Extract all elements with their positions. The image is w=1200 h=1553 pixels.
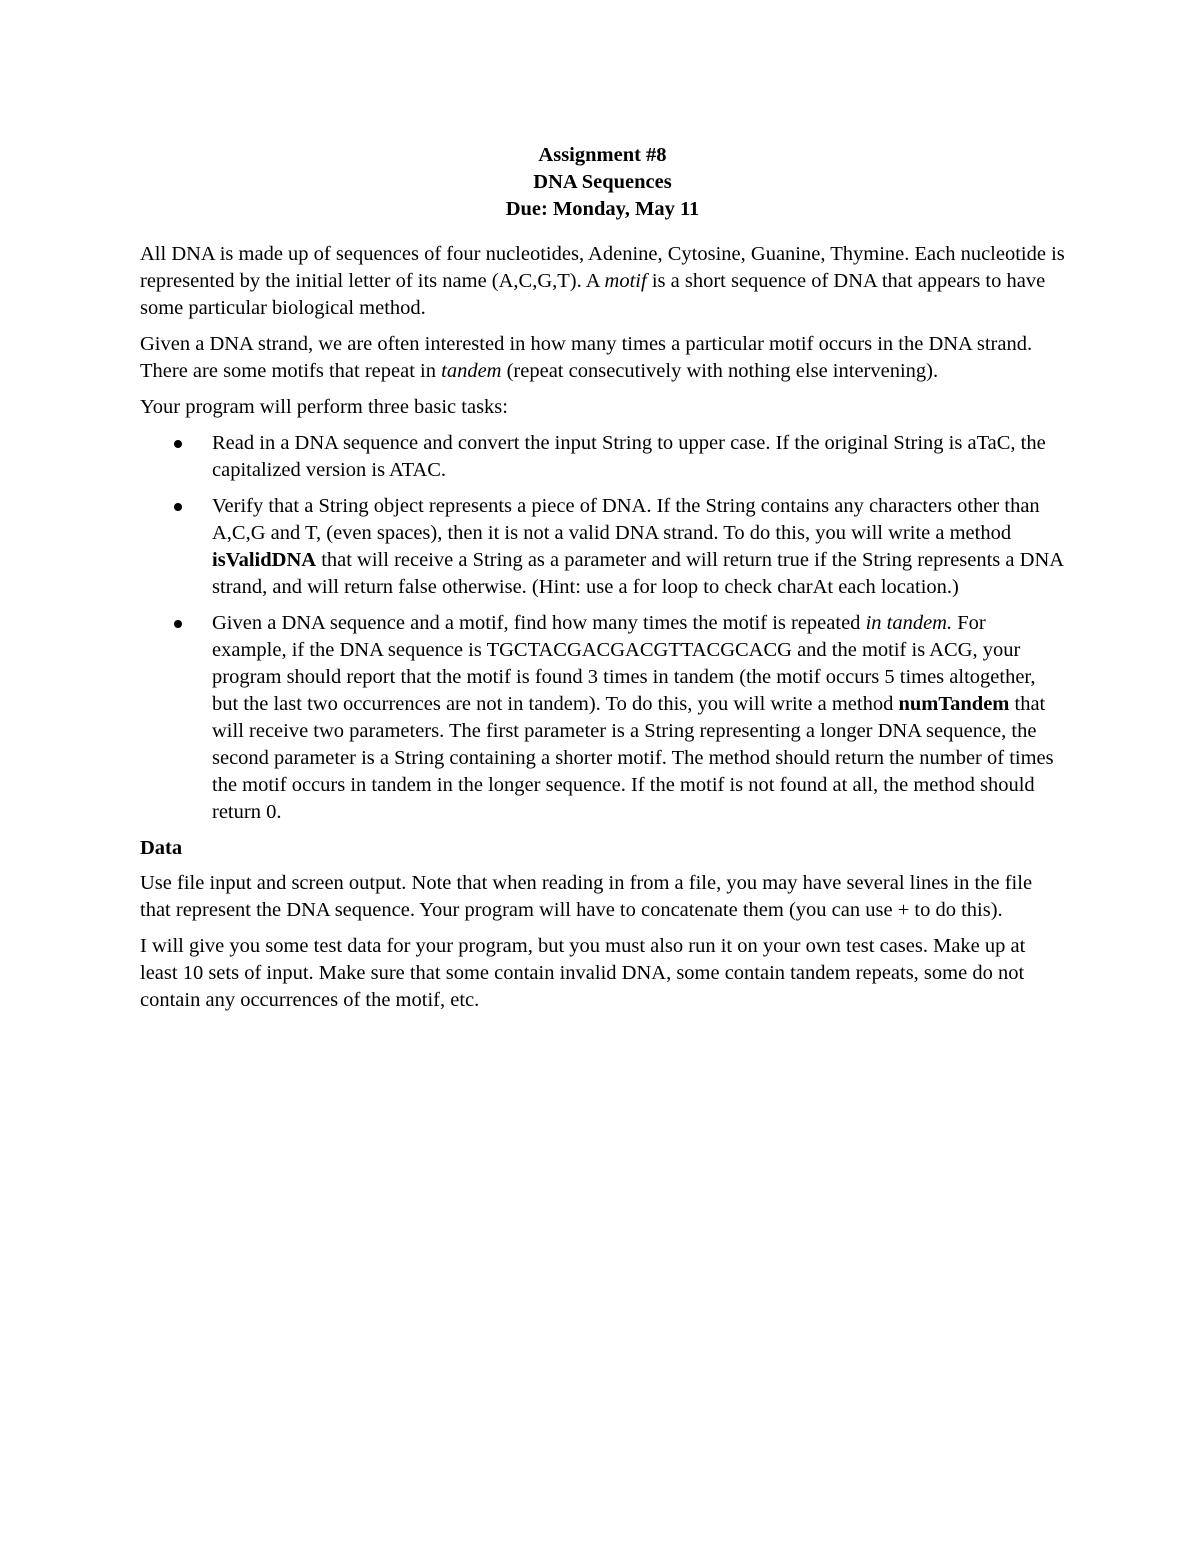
task-item-1 bbox=[212, 430, 1065, 484]
in-tandem-term: in tandem. bbox=[865, 612, 953, 634]
intro-paragraph-1 bbox=[140, 241, 1065, 322]
tasks-intro: Your program will perform three basic tasks: bbox=[140, 396, 508, 418]
assignment-number: Assignment #8 bbox=[538, 144, 667, 166]
intro-p2-text-b: (repeat consecutively with nothing else intervening). bbox=[501, 360, 939, 382]
task-3-text-c: that will receive two parameters. The first parameter is a String representing a longer DNA sequence, the second parameter is a String containing a shorter motif. The method should return the number of times the motif occurs in tandem in the longer sequence. If the motif is not found at all, the method should return 0. bbox=[212, 693, 1054, 823]
intro-p1-text-b: is a short sequence of DNA that appears to have some particular biological method. bbox=[140, 270, 1046, 319]
task-list bbox=[140, 430, 1065, 826]
task-2-text-b: that will receive a String as a parameter and will return true if the String represents a DNA strand, and will return false otherwise. (Hint: use a for loop to check charAt each location.) bbox=[212, 549, 1063, 598]
assignment-title: DNA Sequences bbox=[533, 171, 672, 193]
data-paragraph-2: I will give you some test data for your program, but you must also run it on your own test cases. Make up at least 10 sets of input. Make sure that some contain invalid DNA, some contain tandem repeats, some do not contain any occurrences of the motif, etc. bbox=[140, 935, 1026, 1011]
intro-p1-text-a: All DNA is made up of sequences of four nucleotides, Adenine, Cytosine, Guanine, Thymine. Each nucleotide is represented by the initial letter of its name (A,C,G,T). A bbox=[140, 243, 1065, 292]
intro-paragraph-2 bbox=[140, 331, 1065, 385]
data-paragraph-1: Use file input and screen output. Note that when reading in from a file, you may have several lines in the file that represent the DNA sequence. Your program will have to concatenate them (you can use + to do this). bbox=[140, 872, 1033, 921]
title-block bbox=[140, 142, 1065, 223]
tandem-term: tandem bbox=[441, 360, 502, 382]
task-3-text-b: For example, if the DNA sequence is TGCTACGACGACGTTACGCACG and the motif is ACG, your program should report that the motif is found 3 times in tandem (the motif occurs 5 times altogether, but the last two occurrences are not in tandem). To do this, you will write a method bbox=[212, 612, 1036, 715]
task-1-text: Read in a DNA sequence and convert the input String to upper case. If the original String is aTaC, the capitalized version is ATAC. bbox=[212, 432, 1046, 481]
data-heading: Data bbox=[140, 837, 183, 859]
task-3-text-a: Given a DNA sequence and a motif, find how many times the motif is repeated bbox=[212, 612, 866, 634]
task-item-3 bbox=[212, 610, 1065, 826]
motif-term: motif bbox=[604, 270, 647, 292]
task-item-2 bbox=[212, 493, 1065, 601]
method-numtandem: numTandem bbox=[898, 693, 1010, 715]
due-date: Due: Monday, May 11 bbox=[505, 198, 700, 220]
task-2-text-a: Verify that a String object represents a piece of DNA. If the String contains any characters other than A,C,G and T, (even spaces), then it is not a valid DNA strand. To do this, you will write a method bbox=[212, 495, 1040, 544]
document-body bbox=[140, 142, 1065, 1023]
intro-p2-text-a: Given a DNA strand, we are often interested in how many times a particular motif occurs in the DNA strand. There are some motifs that repeat in bbox=[140, 333, 1033, 382]
method-isvaliddna: isValidDNA bbox=[212, 549, 317, 571]
